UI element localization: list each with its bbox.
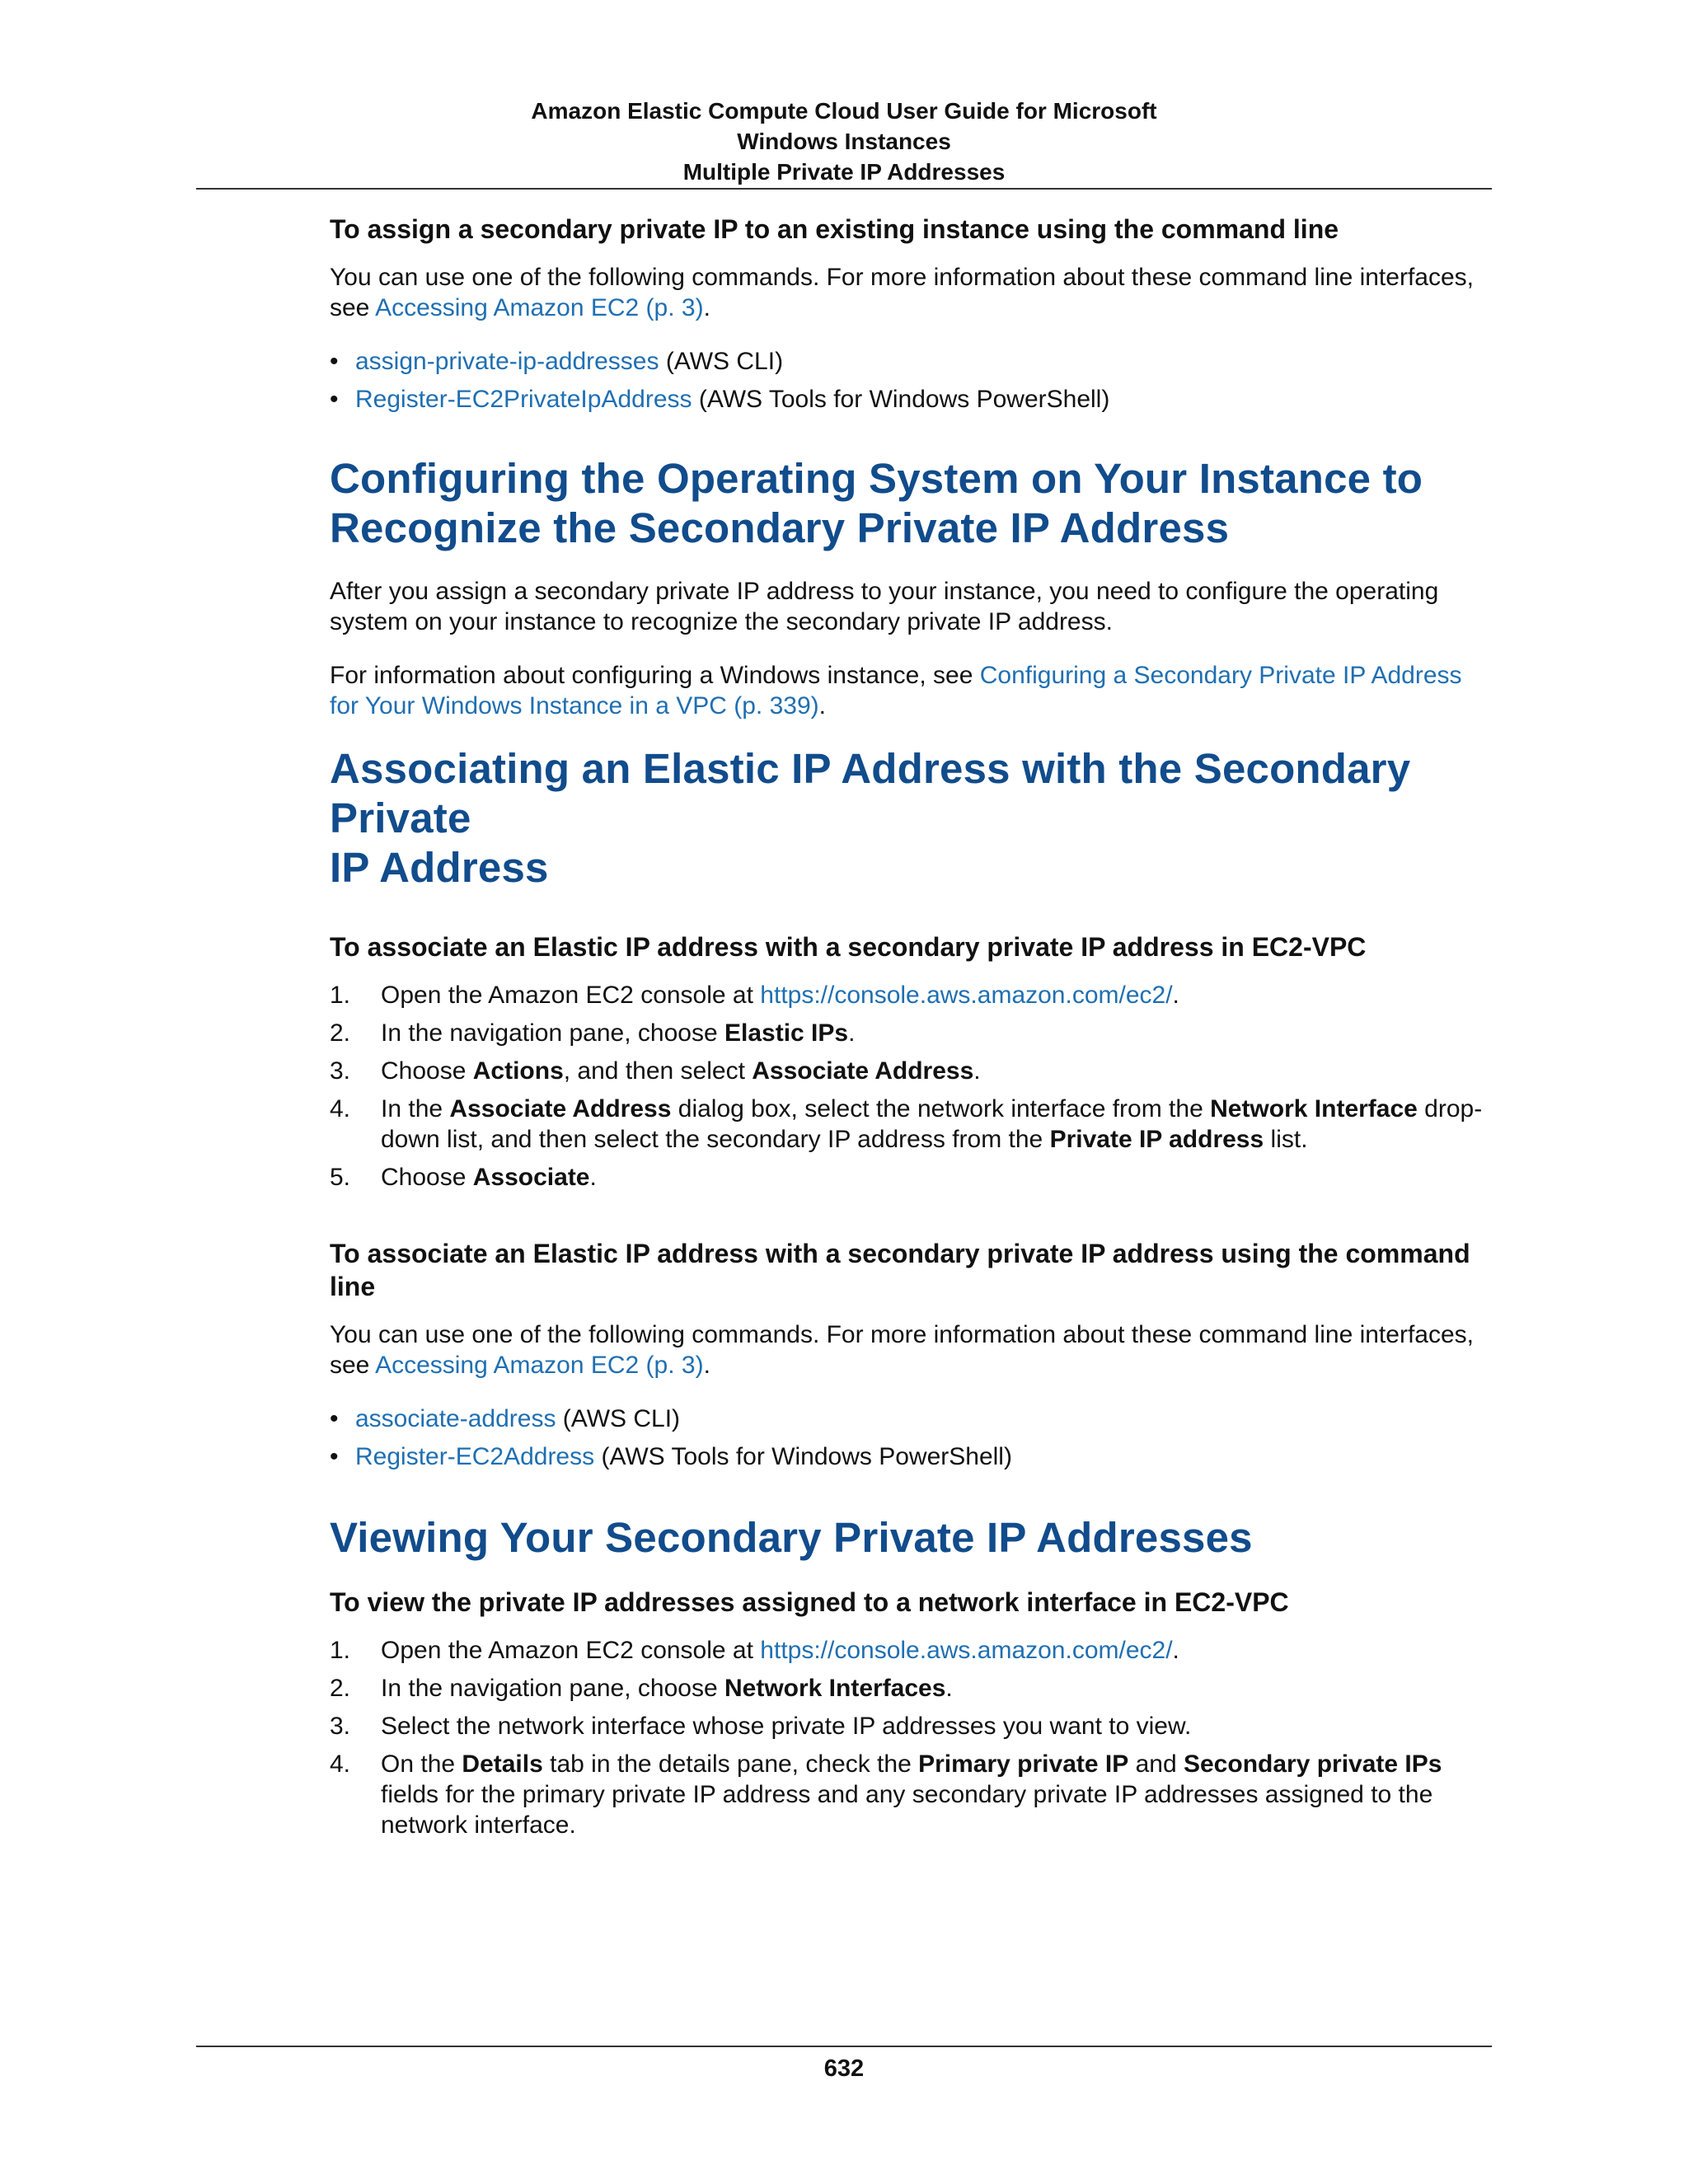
configure-windows-para: For information about configuring a Windows instance, see Configuring a Secondary Private IP Address for Your Windows Instance in a VPC (p. 339). xyxy=(330,662,1462,719)
view-steps xyxy=(330,1635,1492,1840)
configure-os-para: After you assign a secondary private IP address to your instance, you need to configure the operating system on your instance to recognize the secondary private IP address. xyxy=(330,578,1439,635)
configure-os-title: Configuring the Operating System on Your Instance to Recognize the Secondary Private IP Address xyxy=(330,455,1423,551)
configuring-secondary-ip-windows-link[interactable]: Configuring a Secondary Private IP Address for Your Windows Instance in a VPC (p. 339) xyxy=(330,662,1462,719)
list-item: 2. In the navigation pane, choose Network Interfaces. xyxy=(330,1675,953,1702)
footer-divider xyxy=(196,2046,1492,2047)
associate-console-steps xyxy=(330,980,1492,1193)
list-item: 2. In the navigation pane, choose Elastic IPs. xyxy=(330,1019,856,1047)
page-number: 632 xyxy=(823,2055,865,2082)
page-content xyxy=(330,213,1492,1863)
associate-cli-intro: You can use one of the following commands. For more information about these command line interfaces, see Accessing Amazon EC2 (p. 3). xyxy=(330,1321,1474,1379)
list-item: • Register-EC2Address (AWS Tools for Windows PowerShell) xyxy=(330,1441,1492,1472)
list-item: 1. Open the Amazon EC2 console at https://console.aws.amazon.com/ec2/. xyxy=(330,1637,1179,1664)
view-secondary-ips-heading: To view the private IP addresses assigned to a network interface in EC2-VPC xyxy=(330,1587,1289,1617)
list-item: 4. On the Details tab in the details pane, check the Primary private IP and Secondary private IPs fields for the primary private IP address and any secondary private IP addresses assigned to the network interface. xyxy=(330,1750,1442,1839)
register-ec2-address-link[interactable]: Register-EC2Address xyxy=(355,1443,595,1470)
accessing-ec2-link[interactable]: Accessing Amazon EC2 (p. 3) xyxy=(375,1352,704,1379)
list-item: 4. In the Associate Address dialog box, select the network interface from the Network Interface drop-down list, and then select the secondary IP address from the Private IP address list. xyxy=(330,1095,1483,1153)
list-item: 3. Choose Actions, and then select Associate Address. xyxy=(330,1057,981,1085)
running-header xyxy=(196,96,1492,187)
accessing-ec2-link[interactable]: Accessing Amazon EC2 (p. 3) xyxy=(375,294,704,321)
cli-assign-intro: You can use one of the following commands. For more information about these command line interfaces, see Accessing Amazon EC2 (p. 3). xyxy=(330,264,1474,321)
header-guide-title: Amazon Elastic Compute Cloud User Guide for Microsoft xyxy=(531,98,1157,124)
view-secondary-ips-title: Viewing Your Secondary Private IP Addresses xyxy=(330,1514,1253,1561)
associate-cli-heading: To associate an Elastic IP address with a secondary private IP address using the command line xyxy=(330,1239,1470,1301)
header-guide-subtitle: Windows Instances xyxy=(737,129,951,154)
associate-cli-command-list xyxy=(330,1404,1492,1472)
ec2-console-link[interactable]: https://console.aws.amazon.com/ec2/ xyxy=(760,1637,1173,1664)
header-section-title: Multiple Private IP Addresses xyxy=(682,159,1006,185)
register-ec2-private-ip-address-link[interactable]: Register-EC2PrivateIpAddress xyxy=(355,386,692,413)
list-item: 5. Choose Associate. xyxy=(330,1164,597,1191)
associate-console-heading: To associate an Elastic IP address with a secondary private IP address in EC2-VPC xyxy=(330,932,1367,962)
associate-eip-title: Associating an Elastic IP Address with the Secondary Private IP Address xyxy=(330,745,1411,891)
cli-assign-heading: To assign a secondary private IP to an existing instance using the command line xyxy=(330,214,1339,244)
list-item: • associate-address (AWS CLI) xyxy=(330,1404,1492,1434)
ec2-console-link[interactable]: https://console.aws.amazon.com/ec2/ xyxy=(760,982,1173,1009)
header-divider xyxy=(196,188,1492,190)
list-item: 3. Select the network interface whose private IP addresses you want to view. xyxy=(330,1713,1192,1740)
cli-assign-command-list xyxy=(330,346,1492,415)
list-item: 1. Open the Amazon EC2 console at https://console.aws.amazon.com/ec2/. xyxy=(330,982,1179,1009)
assign-private-ip-addresses-link[interactable]: assign-private-ip-addresses xyxy=(355,348,659,375)
list-item: • assign-private-ip-addresses (AWS CLI) xyxy=(330,346,1492,377)
list-item: • Register-EC2PrivateIpAddress (AWS Tools for Windows PowerShell) xyxy=(330,384,1492,415)
associate-address-link[interactable]: associate-address xyxy=(355,1405,556,1432)
